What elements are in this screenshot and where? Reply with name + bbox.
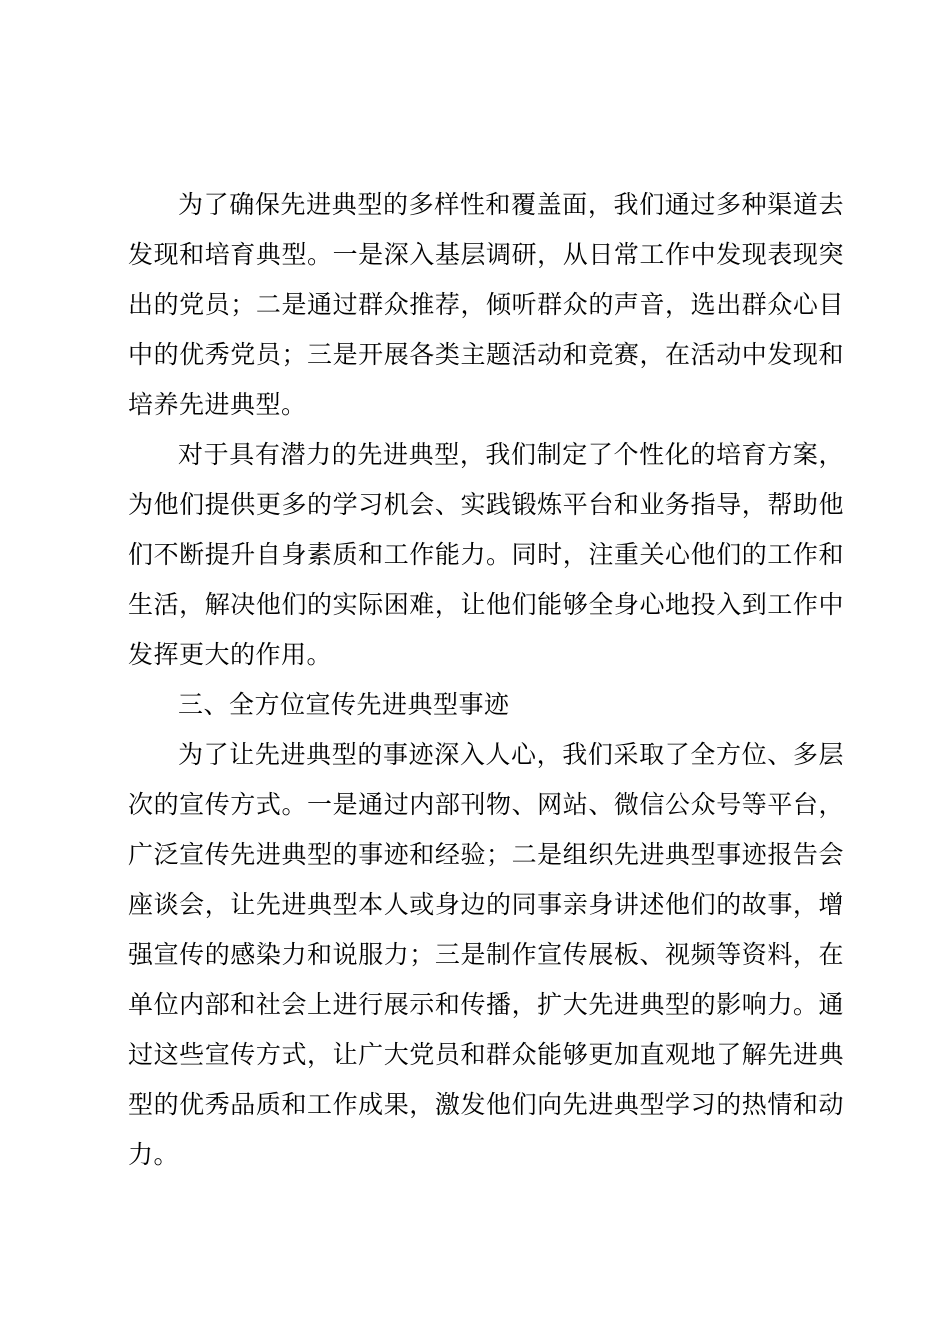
document-page xyxy=(128,180,844,1180)
paragraph-discover-typicals: 为了确保先进典型的多样性和覆盖面，我们通过多种渠道去发现和培育典型。一是深入基层调研，从日常工作中发现表现突出的党员；二是通过群众推荐，倾听群众的声音，选出群众心目中的优秀党员；三是开展各类主题活动和竞赛，在活动中发现和培养先进典型。 xyxy=(128,190,844,419)
section-heading: 三、全方位宣传先进典型事迹 xyxy=(178,690,510,719)
paragraph-cultivation-plan: 对于具有潜力的先进典型，我们制定了个性化的培育方案，为他们提供更多的学习机会、实践锻炼平台和业务指导，帮助他们不断提升自身素质和工作能力。同时，注重关心他们的工作和生活，解决他们的实际困难，让他们能够全身心地投入到工作中发挥更大的作用。 xyxy=(128,440,844,669)
paragraph-publicity: 为了让先进典型的事迹深入人心，我们采取了全方位、多层次的宣传方式。一是通过内部刊物、网站、微信公众号等平台，广泛宣传先进典型的事迹和经验；二是组织先进典型事迹报告会座谈会，让先进典型本人或身边的同事亲身讲述他们的故事，增强宣传的感染力和说服力；三是制作宣传展板、视频等资料，在单位内部和社会上进行展示和传播，扩大先进典型的影响力。通过这些宣传方式，让广大党员和群众能够更加直观地了解先进典型的优秀品质和工作成果，激发他们向先进典型学习的热情和动力。 xyxy=(128,740,844,1169)
